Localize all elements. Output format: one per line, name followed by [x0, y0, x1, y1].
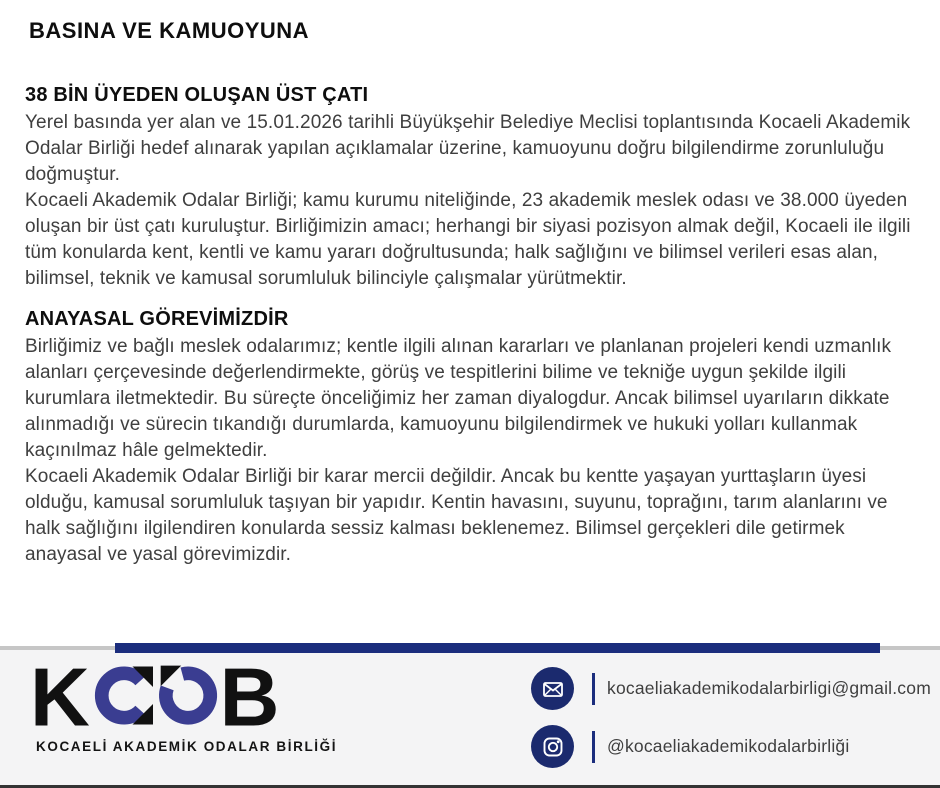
- logo-o-second: [161, 666, 211, 718]
- section-heading: ANAYASAL GÖREVİMİZDİR: [25, 308, 289, 330]
- footer-top-bar: [0, 643, 940, 653]
- email-contact-row: [531, 667, 931, 710]
- instagram-icon: [531, 725, 574, 768]
- page-title: BASINA VE KAMUOYUNA: [29, 18, 310, 43]
- logo-letter-k: K: [30, 661, 90, 730]
- koob-logotype-svg: [30, 661, 282, 730]
- footer: [0, 647, 940, 788]
- paragraph: Birliğimiz ve bağlı meslek odalarımız; kentle ilgili alınan kararları ve planlanan projeleri kendi uzmanlık alanları çerçevesinde değerlendirmekte, görüş ve tespitlerini bilime ve tekniğe uygun şekilde ilgili kurumlara iletmektedir. Bu süreçte önceliğimiz her zaman diyalogdur. Ancak bilimsel uyarıların dikkate alınmadığı ve sürecin tıkandığı durumlarda, kamuoyunu bilgilendirmek ve hukuki yolları kullanmak kaçınılmaz hâle gelmektedir.: [25, 336, 892, 461]
- section-heading: 38 BİN ÜYEDEN OLUŞAN ÜST ÇATI: [25, 84, 369, 106]
- document-body: [25, 18, 920, 584]
- logo-o-first: [102, 666, 153, 724]
- logo-letter-b: B: [219, 661, 280, 730]
- section-anayasal-gorev: [25, 308, 920, 568]
- email-address: kocaeliakademikodalarbirligi@gmail.com: [607, 678, 931, 698]
- section-ust-cati: [25, 84, 920, 292]
- email-icon: [531, 667, 574, 710]
- instagram-handle: @kocaeliakademikodalarbirliği: [607, 736, 850, 756]
- logo-tagline: KOCAELİ AKADEMİK ODALAR BİRLİĞİ: [36, 739, 338, 754]
- contact-separator: [592, 673, 595, 705]
- instagram-contact-row: [531, 725, 931, 768]
- contact-list: [531, 667, 931, 768]
- contact-separator: [592, 731, 595, 763]
- paragraph: Kocaeli Akademik Odalar Birliği; kamu kurumu niteliğinde, 23 akademik meslek odası ve 38.000 üyeden oluşan bir üst çatı kuruluştur. Birliğimizin amacı; herhangi bir siyasi pozisyon almak değil, Kocaeli ile ilgili tüm konularda kent, kentli ve kamu yararı doğrultusunda; halk sağlığını ve bilimsel verileri esas alan, bilimsel, teknik ve kamusal sorumluluk bilinciyle çalışmalar yürütmektir.: [25, 190, 911, 289]
- navy-accent-bar: [115, 643, 880, 653]
- paragraph: Yerel basında yer alan ve 15.01.2026 tarihli Büyükşehir Belediye Meclisi toplantısında Kocaeli Akademik Odalar Birliği hedef alınarak yapılan açıklamalar üzerine, kamuoyunu doğru bilgilendirme zorunluluğu doğmuştur.: [25, 112, 911, 185]
- paragraph: Kocaeli Akademik Odalar Birliği bir karar mercii değildir. Ancak bu kentte yaşayan yurttaşların üyesi olduğu, kamusal sorumluluk taşıyan bir yapıdır. Kentin havasını, suyunu, toprağını, tarım alanlarını ve halk sağlığını ilgilendiren konularda sessiz kalması beklenemez. Bilimsel gerçekleri dile getirmek anayasal ve yasal görevimizdir.: [25, 466, 888, 565]
- koob-logo: [30, 661, 338, 754]
